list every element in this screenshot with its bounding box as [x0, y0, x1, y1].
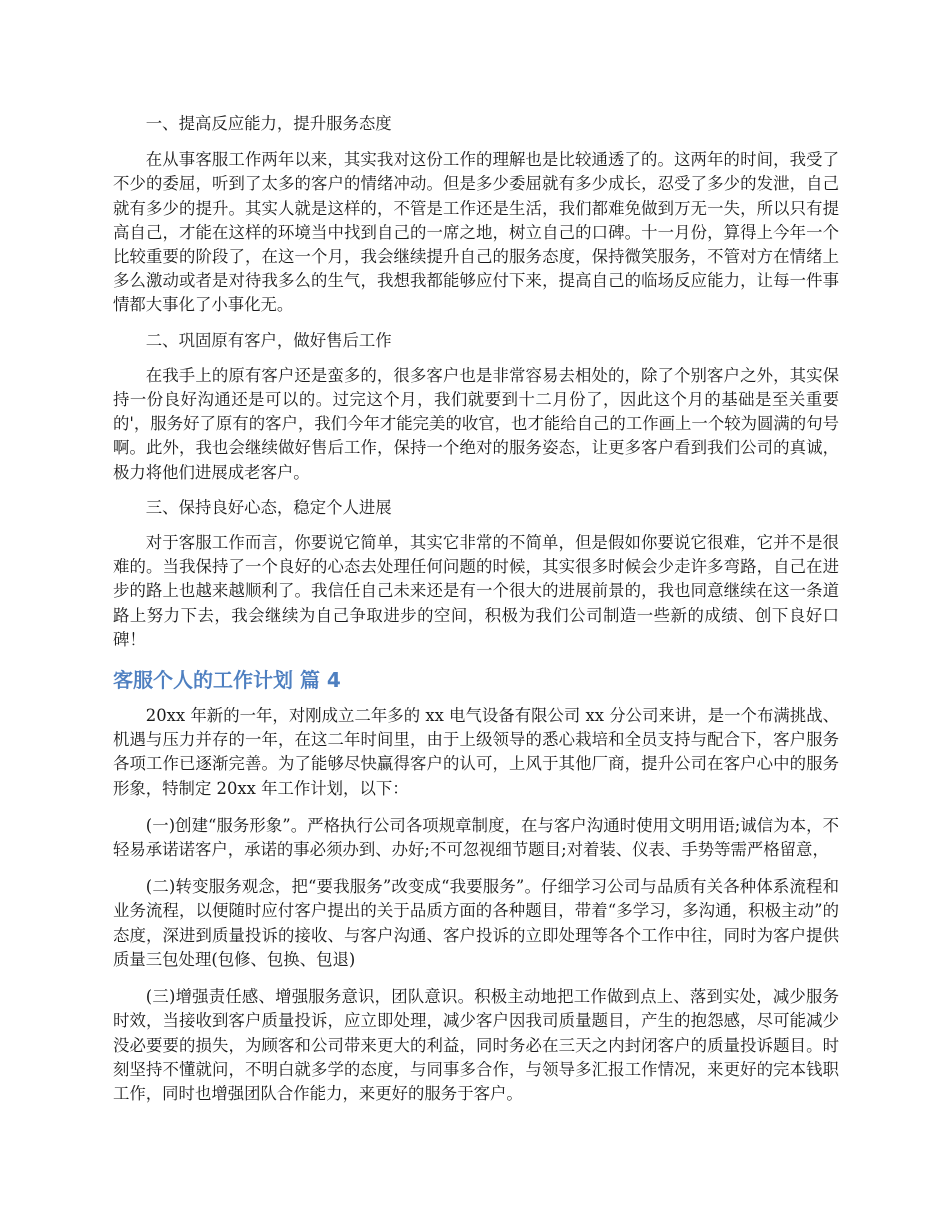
heading-consolidate-customers: 二、巩固原有客户，做好售后工作 [145, 330, 392, 350]
paragraph-service-concept: (二)转变服务观念，把“要我服务”改变成“我要服务”。仔细学习公司与品质有关各种体系流程和业务流程，以便随时应付客户提出的关于品质方面的各种题目，带着“多学习，多沟通，积极主动”的态度，深进到质量投诉的接收、与客户沟通、客户投诉的立即处理等各个工作中往，同时为客户提供质量三包处理(包修、包换、包退) [113, 877, 839, 969]
paragraph-plan-intro: 20xx 年新的一年，对刚成立二年多的 xx 电气设备有限公司 xx 分公司来讲，是一个布满挑战、机遇与压力并存的一年，在这二年时间里，由于上级领导的悉心栽培和全员支持与配合下，客户服务各项工作已逐渐完善。为了能够尽快赢得客户的认可，上风于其他厂商，提升公司在客户心中的服务形象，特制定 20xx 年工作计划，以下： [113, 706, 839, 798]
heading-improve-response: 一、提高反应能力，提升服务态度 [145, 114, 392, 133]
paragraph-existing-customers: 在我手上的原有客户还是蛮多的，很多客户也是非常容易去相处的，除了个别客户之外，其实保持一份良好沟通还是可以的。过完这个月，我们就要到十二月份了，因此这个月的基础是至关重要的'，服务好了原有的客户，我们今年才能完美的收官，也才能给自己的工作画上一个较为圆满的句号啊。此外，我也会继续做好售后工作，保持一个绝对的服务姿态，让更多客户看到我们公司的真诚，极力将他们进展成老客户。 [113, 365, 839, 482]
paragraph-service-image: (一)创建“服务形象”。严格执行公司各项规章制度，在与客户沟通时使用文明用语;诚信为本，不轻易承诺诺客户，承诺的事必须办到、办好;不可忽视细节题目;对着装、仪表、手势等需严格留意， [113, 815, 839, 860]
document-body [113, 112, 839, 1106]
section-title: 客服个人的工作计划 篇 4 [113, 668, 341, 693]
paragraph-response-ability: 在从事客服工作两年以来，其实我对这份工作的理解也是比较通透了的。这两年的时间，我受了不少的委屈，听到了太多的客户的情绪冲动。但是多少委屈就有多少成长，忍受了多少的发泄，自己就有多少的提升。其实人就是这样的，不管是工作还是生活，我们都难免做到万无一失，所以只有提高自己，才能在这样的环境当中找到自己的一席之地，树立自己的口碑。十一月份，算得上今年一个比较重要的阶段了，在这一个月，我会继续提升自己的服务态度，保持微笑服务，不管对方在情绪上多么激动或者是对待我多么的生气，我想我都能够应付下来，提高自己的临场反应能力，让每一件事情都大事化了小事化无。 [113, 150, 839, 315]
heading-good-mindset: 三、保持良好心态，稳定个人进展 [145, 497, 392, 517]
paragraph-mindset: 对于客服工作而言，你要说它简单，其实它非常的不简单，但是假如你要说它很难，它并不是很难的。当我保持了一个良好的心态去处理任何问题的时候，其实很多时候会少走许多弯路，自己在进步的路上也越来越顺利了。我信任自己未来还是有一个很大的进展前景的，我也同意继续在这一条道路上努力下去，我会继续为自己争取进步的空间，积极为我们公司制造一些新的成绩、创下良好口碑！ [113, 533, 839, 649]
paragraph-responsibility: (三)增强责任感、增强服务意识，团队意识。积极主动地把工作做到点上、落到实处，减少服务时效，当接收到客户质量投诉，应立即处理，减少客户因我司质量题目，产生的抱怨感，尽可能减少没必要要的损失，为顾客和公司带来更大的利益，同时务必在三天之内封闭客户的质量投诉题目。时刻坚持不懂就问，不明白就多学的态度，与同事多合作，与领导多汇报工作情况，来更好的完本钱职工作，同时也增强团队合作能力，来更好的服务于客户。 [113, 987, 839, 1103]
